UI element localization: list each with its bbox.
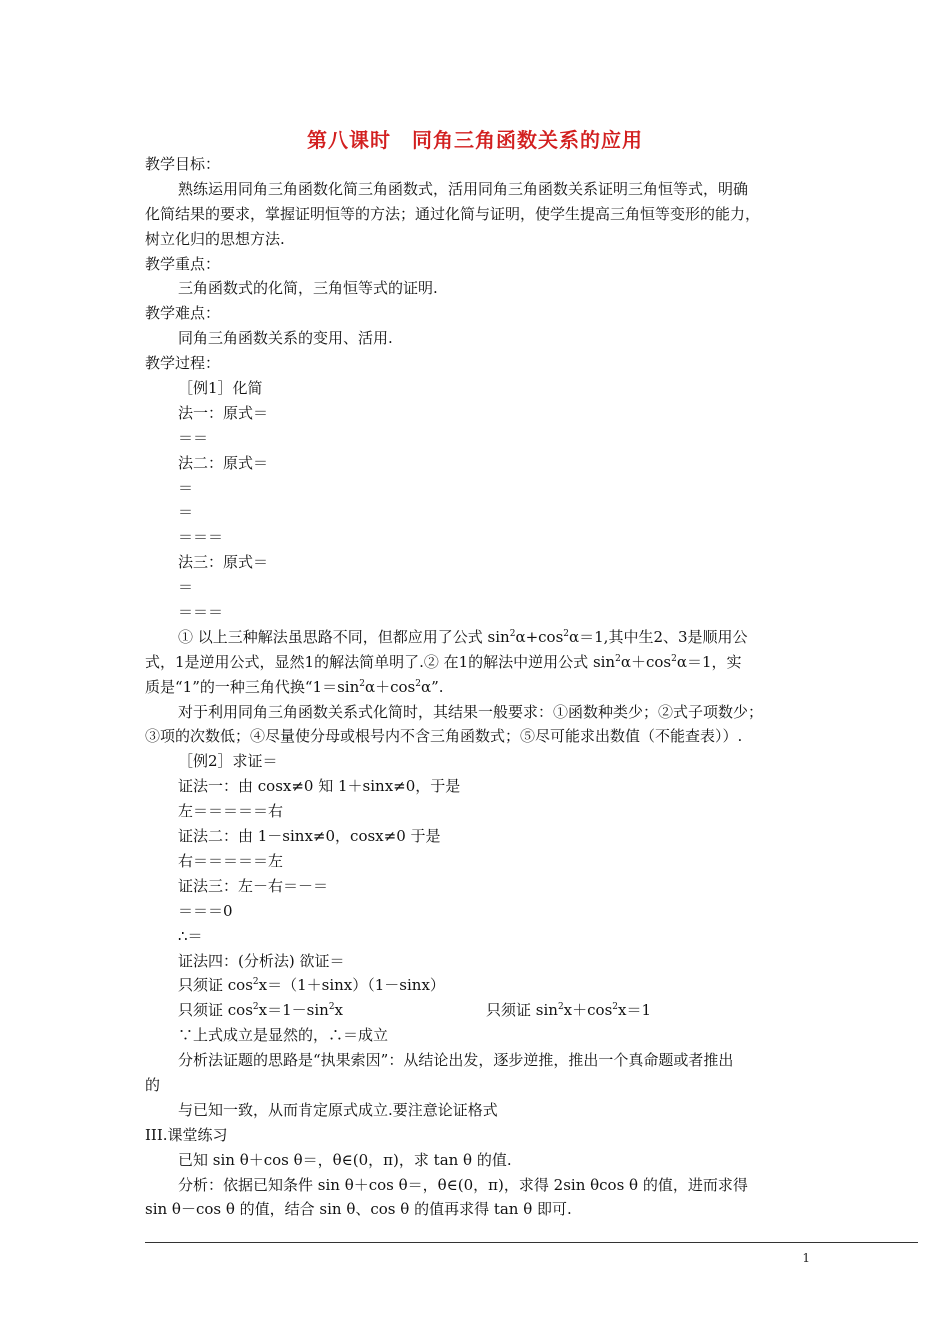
remark-line: ① 以上三种解法虽思路不同，但都应用了公式 $\sin^2\alpha+\cos^2\alpha=1$,其中生2、3是顺用公 xyxy=(178,627,748,646)
example-2-heading: ［例2］求证＝ xyxy=(178,752,278,771)
paragraph-line: 三角函数式的化简，三角恒等式的证明. xyxy=(178,279,438,298)
proof-line: 证法二：由 1－sinx≠0，cosx≠0 于是 xyxy=(178,827,441,846)
proof-line: 只须证 $\cos^2x=1-\sin^2x$ 只须证 $\sin^2x+\cos^2x=1$ xyxy=(145,998,810,1023)
solution-line: ＝ xyxy=(178,478,194,497)
paragraph-line: 对于利用同角三角函数关系式化简时，其结果一般要求：①函数种类少；②式子项数少； xyxy=(178,702,764,721)
analysis-line: sin θ－cos θ 的值，结合 sin θ、cos θ 的值再求得 tan θ 即可. xyxy=(145,1200,572,1219)
proof-line: 证法三：左－右＝－＝ xyxy=(178,876,329,895)
paragraph-line: 化简结果的要求，掌握证明恒等的方法；通过化简与证明，使学生提高三角恒等变形的能力， xyxy=(145,204,761,223)
solution-line: ＝ xyxy=(178,578,194,597)
exercise-line: 已知 sin θ＋cos θ＝，θ∈(0，π)，求 tan θ 的值. xyxy=(178,1150,512,1169)
proof-line: ∴＝ xyxy=(178,926,203,945)
paragraph-line: 树立化归的思想方法. xyxy=(145,229,285,248)
solution-line: 法一：原式＝ xyxy=(178,403,269,422)
proof-line: 左＝＝＝＝＝右 xyxy=(178,802,284,821)
example-1-heading: ［例1］化简 xyxy=(178,379,263,398)
remark-line: 质是“1”的一种三角代换“$1=\sin^2\alpha+\cos^2\alpha$”. xyxy=(145,677,444,696)
solution-line: ＝＝ xyxy=(178,428,209,447)
proof-line: 证法四：(分析法) 欲证＝ xyxy=(178,951,345,970)
paragraph-line: 分析法证题的思路是“执果索因”：从结论出发，逐步逆推，推出一个真命题或者推出 xyxy=(178,1051,734,1070)
footer-divider xyxy=(145,1242,918,1243)
analysis-line: 分析：依据已知条件 sin θ＋cos θ＝，θ∈(0，π)，求得 2sin θcos θ 的值，进而求得 xyxy=(178,1175,748,1194)
proof-line: ＝＝＝0 xyxy=(178,901,233,920)
proof-line: 只须证 $\cos^2x=(1+\sin x)(1-\sin x)$ xyxy=(178,976,445,995)
solution-line: 法二：原式＝ xyxy=(178,453,269,472)
heading-key-points: 教学重点： xyxy=(145,254,221,273)
document-body xyxy=(145,152,810,1222)
page-number: 1 xyxy=(802,1251,810,1265)
section-heading-practice: III.课堂练习 xyxy=(145,1125,228,1144)
paragraph-line: 与已知一致，从而肯定原式成立.要注意论证格式 xyxy=(178,1100,498,1119)
paragraph-line: 熟练运用同角三角函数化简三角函数式，活用同角三角函数关系证明三角恒等式，明确 xyxy=(178,179,749,198)
heading-objectives: 教学目标： xyxy=(145,155,221,173)
page-title: 第八课时 同角三角函数关系的应用 xyxy=(307,128,643,152)
solution-line: 法三：原式＝ xyxy=(178,553,269,572)
solution-line: ＝ xyxy=(178,503,194,522)
proof-line: 证法一：由 cosx≠0 知 1＋sinx≠0，于是 xyxy=(178,777,461,796)
heading-process: 教学过程： xyxy=(145,354,221,373)
proof-line-right: 只须证 $\sin^2x+\cos^2x=1$ xyxy=(486,1001,652,1020)
proof-line: ∵上式成立是显然的，∴＝成立 xyxy=(178,1026,389,1045)
solution-line: ＝＝＝ xyxy=(178,528,224,547)
solution-line: ＝＝＝ xyxy=(178,603,224,622)
paragraph-line: 同角三角函数关系的变用、活用. xyxy=(178,329,393,348)
heading-difficulties: 教学难点： xyxy=(145,304,221,323)
paragraph-line: 的 xyxy=(145,1075,161,1094)
paragraph-line: ③项的次数低；④尽量使分母或根号内不含三角函数式；⑤尽可能求出数值（不能查表））. xyxy=(145,727,743,746)
proof-line: 右＝＝＝＝＝左 xyxy=(178,851,284,870)
remark-line: 式，1是逆用公式，显然1的解法简单明了.② 在1的解法中逆用公式 $\sin^2\alpha+\cos^2\alpha=1$，实 xyxy=(145,652,742,671)
